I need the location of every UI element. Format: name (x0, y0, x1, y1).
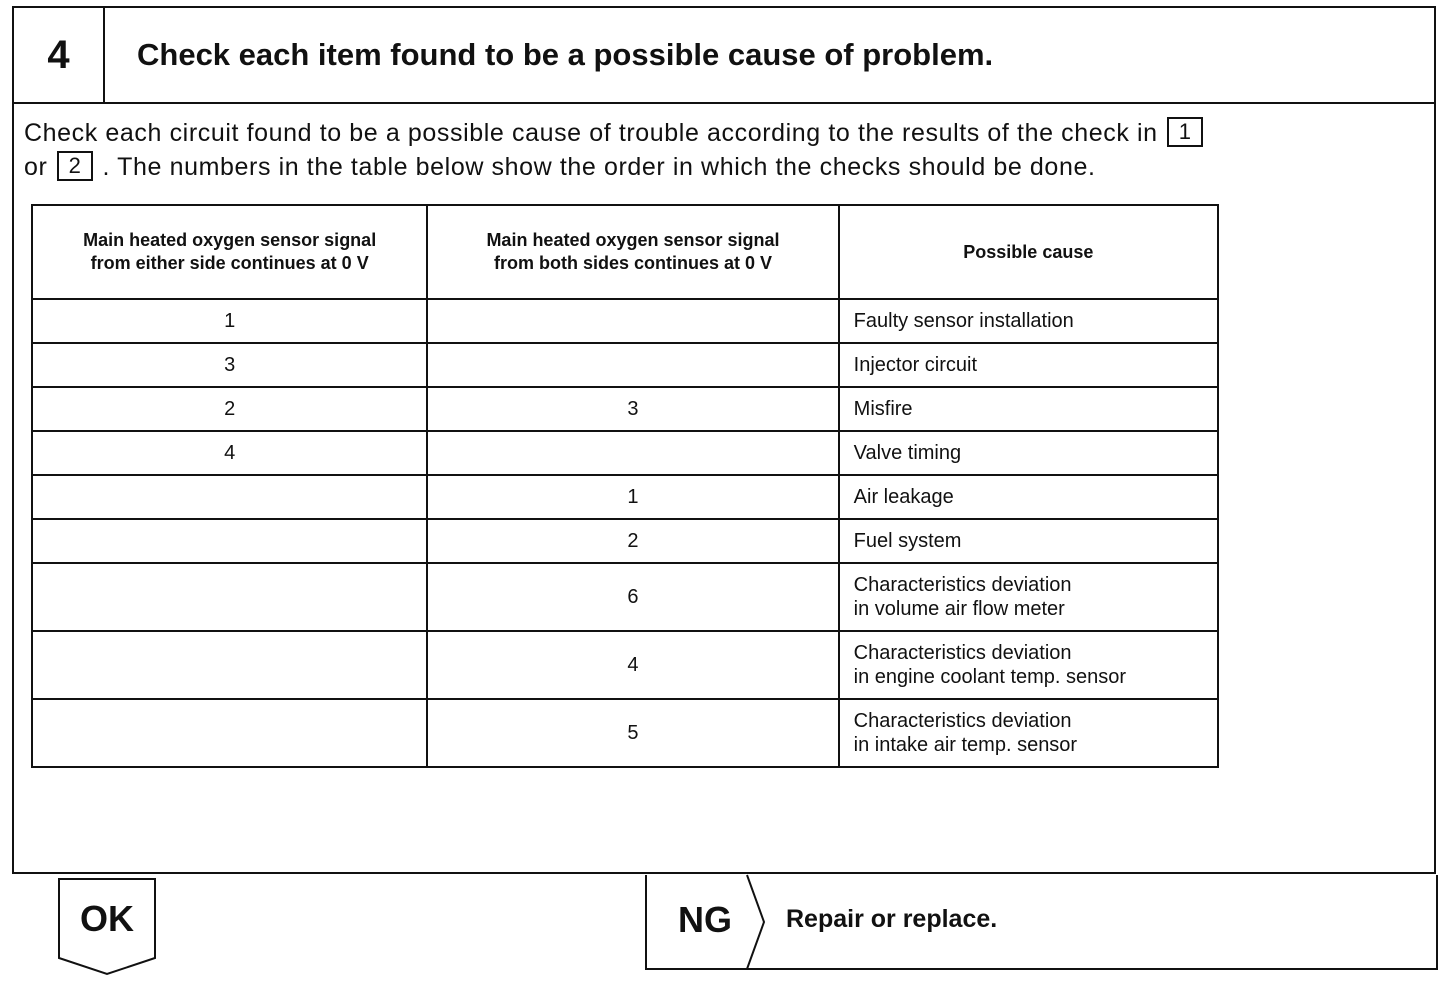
both-order: 6 (427, 563, 838, 631)
possible-cause-table (31, 204, 1219, 768)
table-row (32, 699, 1218, 767)
step-ref-1: 1 (1167, 117, 1203, 147)
cause-text-line1: Characteristics deviation (853, 710, 1072, 732)
header-both-sides: Main heated oxygen sensor signal from both sides continues at 0 V (427, 205, 838, 299)
cause-text: Valve timing (853, 442, 962, 464)
cause-cell (839, 299, 1218, 343)
either-order (32, 519, 427, 563)
ng-label: NG (678, 899, 732, 940)
either-order (32, 699, 427, 767)
header-possible-cause: Possible cause (839, 205, 1218, 299)
ng-result-box (645, 874, 1439, 970)
cause-text: Air leakage (853, 486, 954, 508)
cause-text-line2: in volume air flow meter (853, 598, 1065, 620)
either-order (32, 631, 427, 699)
both-order: 5 (427, 699, 838, 767)
cause-cell (839, 431, 1218, 475)
intro-paragraph (24, 116, 1404, 184)
cause-cell (839, 343, 1218, 387)
both-order: 3 (427, 387, 838, 431)
cause-text: Fuel system (853, 530, 962, 552)
cause-cell (839, 387, 1218, 431)
intro-text-1: Check each circuit found to be a possible cause of trouble according to the results of the check in (24, 119, 1158, 147)
step-number: 4 (14, 8, 105, 102)
table-row (32, 563, 1218, 631)
table-row (32, 299, 1218, 343)
cause-cell (839, 699, 1218, 767)
cause-text-line2: in engine coolant temp. sensor (853, 666, 1127, 688)
cause-cell (839, 563, 1218, 631)
both-order: 2 (427, 519, 838, 563)
table-row (32, 343, 1218, 387)
table-row (32, 475, 1218, 519)
table-row (32, 387, 1218, 431)
step-ref-2: 2 (57, 151, 93, 181)
cause-cell (839, 519, 1218, 563)
ok-label: OK (80, 898, 134, 939)
both-order (427, 343, 838, 387)
cause-text-line1: Characteristics deviation (853, 574, 1072, 596)
table-row (32, 431, 1218, 475)
either-order: 1 (32, 299, 427, 343)
both-order: 1 (427, 475, 838, 519)
either-order (32, 475, 427, 519)
cause-text: Misfire (853, 398, 913, 420)
either-order (32, 563, 427, 631)
intro-text-2: or (24, 153, 48, 181)
both-order (427, 299, 838, 343)
intro-text-3: . The numbers in the table below show the order in which the checks should be done. (102, 153, 1096, 181)
header-either-side: Main heated oxygen sensor signal from either side continues at 0 V (32, 205, 427, 299)
either-order: 4 (32, 431, 427, 475)
step-header (14, 8, 1434, 104)
table-header-row (32, 205, 1218, 299)
ng-action-text: Repair or replace. (786, 905, 998, 933)
cause-text-line1: Characteristics deviation (853, 642, 1072, 664)
cause-text: Injector circuit (853, 354, 978, 376)
table-row (32, 631, 1218, 699)
cause-text: Faulty sensor installation (853, 310, 1074, 332)
either-order: 3 (32, 343, 427, 387)
cause-text-line2: in intake air temp. sensor (853, 734, 1078, 756)
both-order (427, 431, 838, 475)
cause-cell (839, 475, 1218, 519)
either-order: 2 (32, 387, 427, 431)
both-order: 4 (427, 631, 838, 699)
table-row (32, 519, 1218, 563)
cause-cell (839, 631, 1218, 699)
step-title: Check each item found to be a possible cause of problem. (137, 37, 994, 72)
